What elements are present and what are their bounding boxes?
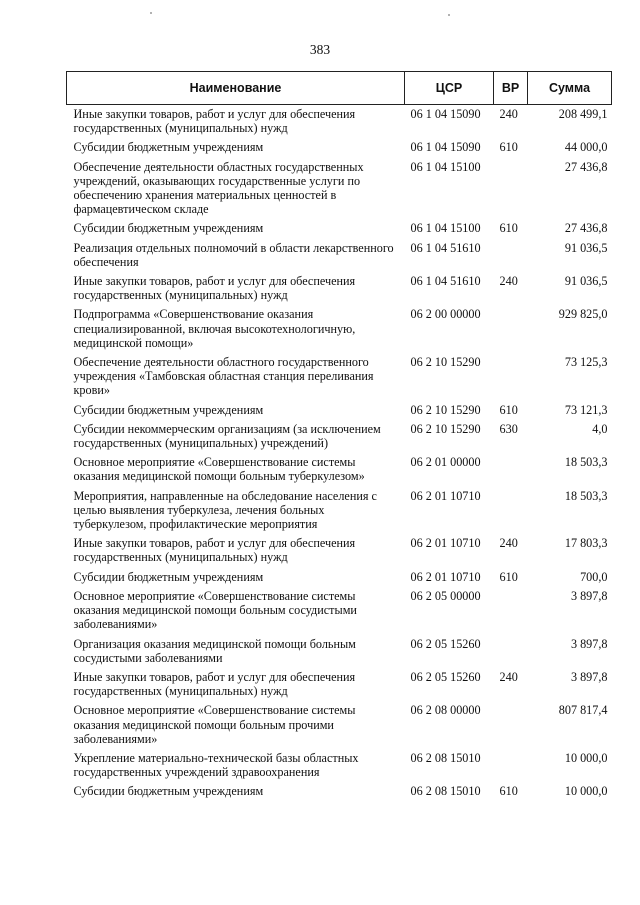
row-vr: 240: [499, 107, 518, 121]
row-name: Субсидии бюджетным учреждениям: [73, 569, 264, 584]
row-sum: 91 036,5: [564, 240, 608, 255]
row-vr: 240: [499, 274, 518, 289]
table-row: [67, 589, 612, 637]
table-row: [67, 670, 612, 703]
row-csr: 06 2 08 00000: [410, 703, 481, 718]
row-sum: 18 503,3: [564, 455, 608, 470]
header-name: Наименование: [67, 72, 405, 105]
row-vr: [494, 489, 528, 537]
row-csr: 06 2 01 10710: [410, 536, 481, 551]
header-csr: ЦСР: [405, 72, 494, 105]
table-row: [67, 160, 612, 222]
row-name: Реализация отдельных полномочий в области лекарственного обеспечения: [73, 240, 394, 269]
row-csr: 06 2 10 15290: [410, 402, 481, 417]
row-csr: 06 2 01 10710: [410, 488, 481, 503]
table-row: [67, 274, 612, 307]
row-vr: [494, 751, 528, 784]
row-vr: 610: [499, 784, 518, 799]
row-sum: 27 436,8: [564, 221, 608, 236]
row-vr: 240: [499, 536, 518, 551]
row-sum: 73 125,3: [564, 355, 608, 370]
row-sum: 929 825,0: [558, 307, 608, 322]
row-vr: [494, 307, 528, 355]
row-csr: 06 2 05 00000: [410, 588, 481, 603]
row-sum: 3 897,8: [570, 669, 608, 684]
table-row: [67, 784, 612, 803]
table-row: [67, 221, 612, 240]
header-vr: ВР: [494, 72, 528, 105]
row-name: Иные закупки товаров, работ и услуг для обеспечения государственных (муниципальных) нужд: [73, 107, 356, 136]
row-vr: [494, 355, 528, 403]
row-sum: 10 000,0: [564, 784, 608, 799]
scan-speck: [448, 14, 450, 16]
row-sum: 4,0: [592, 421, 608, 436]
row-name: Подпрограмма «Совершенствование оказания специализированной, включая высокотехнологичную, медицинской помощи»: [73, 307, 356, 350]
row-name: Основное мероприятие «Совершенствование системы оказания медицинской помощи больным сосудистыми заболеваниями»: [73, 588, 357, 632]
row-name: Субсидии некоммерческим организациям (за исключением государственных (муниципальных) учреждений): [73, 421, 381, 451]
row-csr: 06 2 08 15010: [410, 784, 481, 799]
table-row: [67, 489, 612, 537]
row-vr: 610: [499, 221, 518, 236]
row-csr: 06 1 04 51610: [410, 240, 481, 255]
table-row: [67, 570, 612, 589]
row-name: Мероприятия, направленные на обследование населения с целью выявления туберкулеза, лечения больных туберкулезом, профилактические мероприятия: [73, 488, 377, 532]
row-vr: [494, 703, 528, 751]
row-csr: 06 1 04 51610: [410, 274, 481, 289]
row-name: Субсидии бюджетным учреждениям: [73, 140, 264, 155]
table-row: [67, 455, 612, 488]
row-vr: 630: [499, 421, 518, 436]
table-row: [67, 703, 612, 751]
row-vr: [494, 589, 528, 637]
row-sum: 17 803,3: [564, 536, 608, 551]
table-row: [67, 422, 612, 455]
row-name: Основное мероприятие «Совершенствование системы оказания медицинской помощи больным туберкулезом»: [73, 455, 365, 484]
header-sum: Сумма: [528, 72, 612, 105]
table-row: [67, 307, 612, 355]
row-vr: 610: [499, 402, 518, 417]
table-row: [67, 637, 612, 670]
row-sum: 208 499,1: [558, 107, 608, 121]
row-sum: 10 000,0: [564, 750, 608, 765]
table-header: [67, 72, 612, 105]
table-row: [67, 355, 612, 403]
row-vr: [494, 241, 528, 274]
row-name: Основное мероприятие «Совершенствование системы оказания медицинской помощи больным прочими заболеваниями»: [73, 703, 356, 746]
row-sum: 3 897,8: [570, 588, 608, 603]
row-vr: [494, 637, 528, 670]
row-sum: 3 897,8: [570, 636, 608, 651]
row-vr: 610: [499, 569, 518, 584]
row-csr: 06 1 04 15090: [410, 107, 481, 121]
row-csr: 06 2 05 15260: [410, 669, 481, 684]
row-csr: 06 1 04 15100: [410, 159, 481, 174]
row-name: Иные закупки товаров, работ и услуг для обеспечения государственных (муниципальных) нужд: [73, 274, 356, 303]
row-sum: 73 121,3: [564, 402, 608, 417]
scan-speck: [150, 12, 152, 14]
row-sum: 700,0: [580, 569, 608, 584]
row-vr: 240: [499, 669, 518, 684]
row-sum: 27 436,8: [564, 159, 608, 174]
row-csr: 06 2 10 15290: [410, 355, 481, 370]
row-csr: 06 2 00 00000: [410, 307, 481, 322]
page-number: 383: [309, 42, 331, 57]
row-vr: 610: [499, 140, 518, 155]
table-row: [67, 536, 612, 569]
row-sum: 18 503,3: [564, 488, 608, 503]
table-body: [67, 105, 612, 804]
row-sum: 807 817,4: [558, 703, 608, 718]
row-name: Организация оказания медицинской помощи больным сосудистыми заболеваниями: [73, 636, 356, 665]
row-name: Субсидии бюджетным учреждениям: [73, 402, 264, 417]
row-name: Иные закупки товаров, работ и услуг для обеспечения государственных (муниципальных) нужд: [73, 536, 356, 565]
row-csr: 06 2 01 00000: [410, 455, 481, 470]
table-row: [67, 751, 612, 784]
row-vr: [494, 455, 528, 488]
row-csr: 06 1 04 15100: [410, 221, 481, 236]
row-name: Обеспечение деятельности областного государственного учреждения «Тамбовская областная станция переливания крови»: [73, 355, 374, 398]
row-name: Укрепление материально-технической базы областных государственных учреждений здравоохранения: [73, 750, 359, 780]
budget-table: [66, 71, 612, 804]
table-row: [67, 105, 612, 141]
table-row: [67, 403, 612, 422]
row-sum: 91 036,5: [564, 274, 608, 289]
table-row: [67, 241, 612, 274]
row-name: Субсидии бюджетным учреждениям: [73, 784, 264, 799]
row-name: Обеспечение деятельности областных государственных учреждений, оказывающих государственные услуги по обеспечению хранения материальных ценностей в фармацевтическом складе: [73, 159, 364, 217]
row-name: Субсидии бюджетным учреждениям: [73, 221, 264, 236]
row-sum: 44 000,0: [564, 140, 608, 155]
row-csr: 06 1 04 15090: [410, 140, 481, 155]
row-csr: 06 2 10 15290: [410, 421, 481, 436]
row-csr: 06 2 08 15010: [410, 750, 481, 765]
row-csr: 06 2 01 10710: [410, 569, 481, 584]
row-csr: 06 2 05 15260: [410, 636, 481, 651]
table-row: [67, 140, 612, 159]
row-name: Иные закупки товаров, работ и услуг для обеспечения государственных (муниципальных) нужд: [73, 669, 356, 699]
row-vr: [494, 160, 528, 222]
